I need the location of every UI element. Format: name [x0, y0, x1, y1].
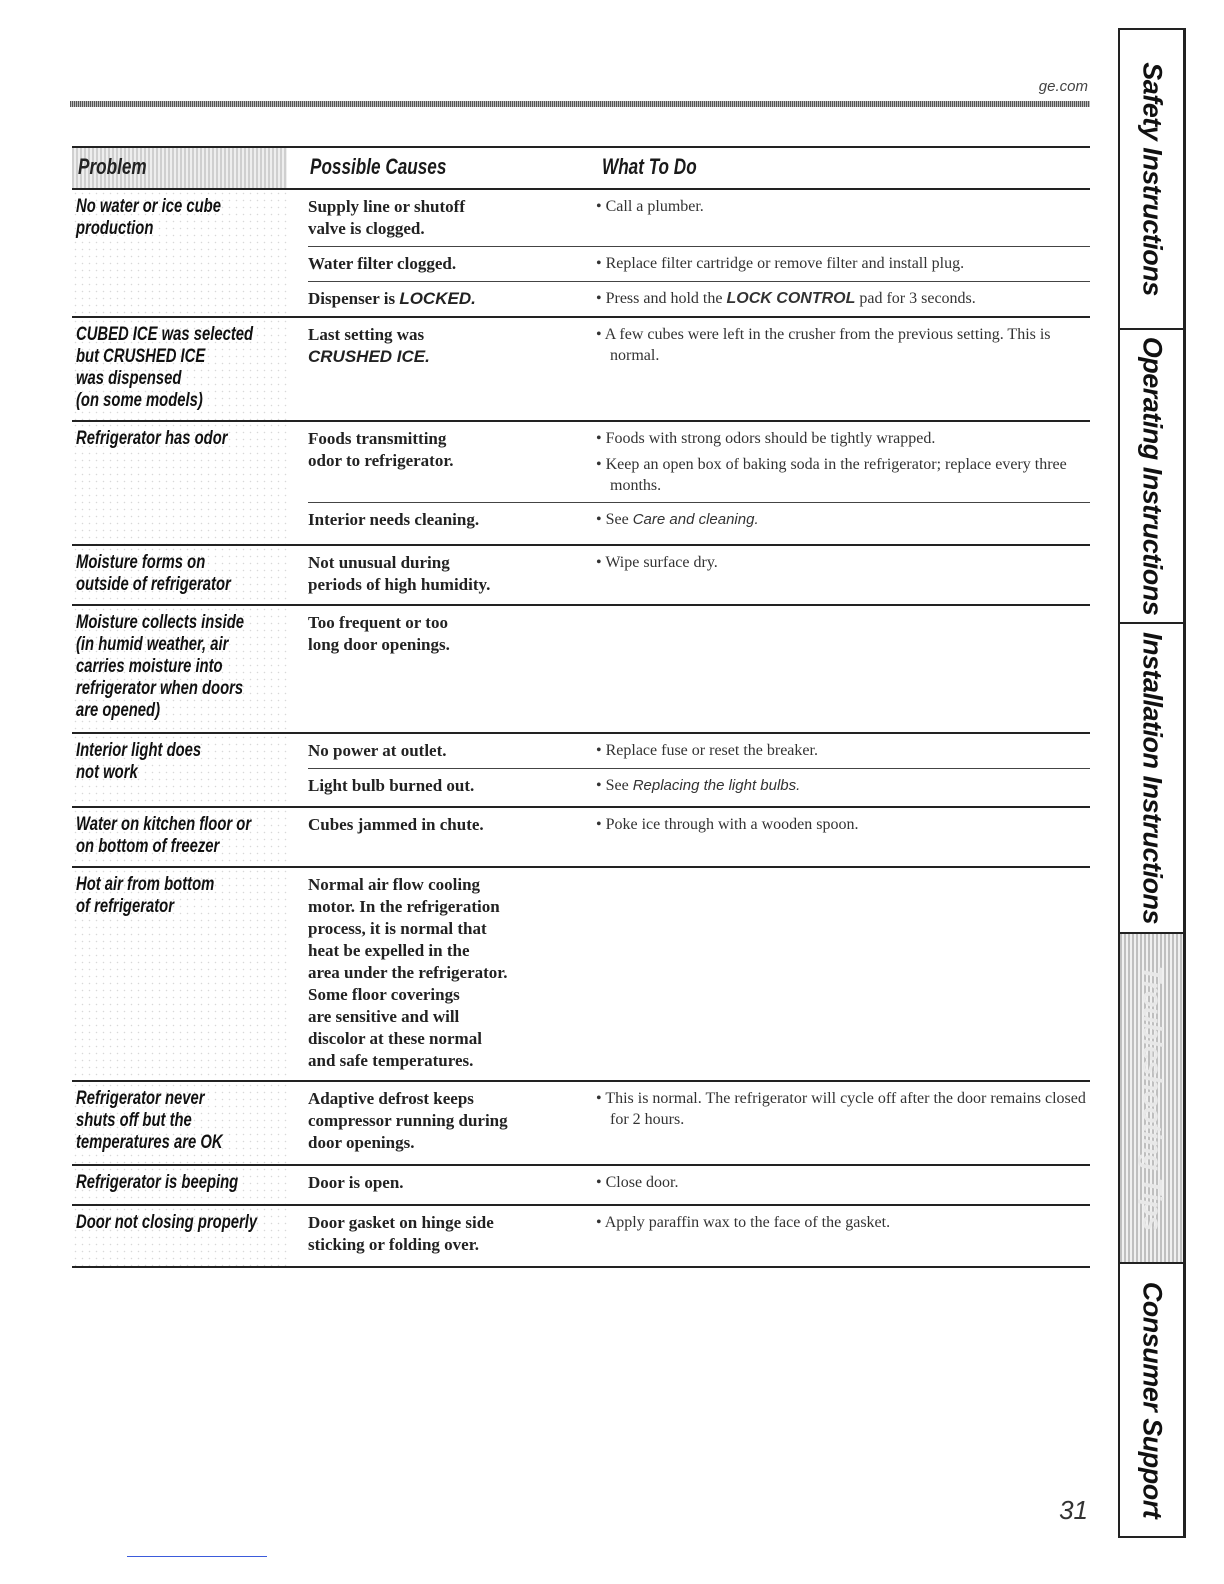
todo-cell — [596, 318, 1090, 374]
table-row — [72, 190, 1090, 318]
cause-cell — [308, 503, 596, 537]
cause-cell — [308, 769, 596, 803]
header-rule — [70, 101, 1090, 107]
cause-text: Some floor coverings — [308, 985, 460, 1004]
cause-text: Light bulb burned out. — [308, 776, 475, 795]
table-row — [72, 606, 1090, 734]
problem-text: refrigerator when doors — [76, 678, 244, 699]
todo-text: • This is normal. The refrigerator will cycle off after the door remains closed for 2 hours. — [596, 1090, 1086, 1128]
problem-text: but CRUSHED ICE — [76, 346, 206, 367]
cause-cell — [308, 318, 596, 374]
tab-safety-instructions[interactable] — [1120, 30, 1183, 330]
site-url[interactable]: ge.com — [1038, 78, 1088, 95]
cause-text: discolor at these normal — [308, 1029, 482, 1048]
problem-cell — [72, 190, 287, 316]
troubleshooting-table — [72, 146, 1090, 1268]
cause-text: Adaptive defrost keeps — [308, 1089, 474, 1108]
section-tabs — [1118, 28, 1186, 1538]
problem-column-header — [72, 148, 287, 188]
cause-entry — [308, 318, 1090, 374]
todo-cell — [596, 190, 1090, 246]
cause-cell — [308, 282, 596, 316]
cause-entry — [308, 868, 1090, 1078]
table-header — [72, 146, 1090, 190]
todo-text: • Replace filter cartridge or remove filter and install plug. — [596, 255, 965, 272]
cause-cell — [308, 868, 596, 1078]
cause-cell — [308, 734, 596, 768]
tab-label: Operating Instructions — [1137, 336, 1167, 616]
todo-suffix: pad for 3 seconds. — [855, 290, 976, 307]
cause-entry — [308, 190, 1090, 246]
problem-text: Hot air from bottom — [76, 874, 215, 895]
table-row — [72, 1206, 1090, 1268]
cause-cell — [308, 546, 596, 602]
problem-cell — [72, 422, 287, 544]
page-number: 31 — [1059, 1495, 1088, 1525]
cause-text: Interior needs cleaning. — [308, 510, 480, 529]
problem-text: Refrigerator never — [76, 1088, 205, 1109]
problem-text: are opened) — [76, 700, 161, 721]
cause-entry — [308, 606, 1090, 662]
cause-cell — [308, 808, 596, 842]
tab-label: Installation Instructions — [1137, 631, 1167, 925]
table-row — [72, 734, 1090, 808]
cause-text: Door is open. — [308, 1173, 404, 1192]
todo-cell — [596, 247, 1090, 281]
problem-text: outside of refrigerator — [76, 574, 231, 595]
cause-text: and safe temperatures. — [308, 1051, 474, 1070]
problem-cell — [72, 1166, 287, 1204]
cause-text: Foods transmitting — [308, 429, 447, 448]
cause-text: No power at outlet. — [308, 741, 447, 760]
problem-cell — [72, 868, 287, 1080]
problem-text: Moisture forms on — [76, 552, 206, 573]
cause-entry — [308, 422, 1090, 502]
cause-text: process, it is normal that — [308, 919, 487, 938]
cause-cell — [308, 606, 596, 662]
todo-prefix: • See — [596, 777, 633, 794]
problem-text: not work — [76, 762, 138, 783]
todo-text: • Close door. — [596, 1174, 679, 1191]
cause-text: long door openings. — [308, 635, 450, 654]
problem-text: Door not closing properly — [76, 1212, 258, 1233]
problem-text: Refrigerator is beeping — [76, 1172, 239, 1193]
problem-text: on bottom of freezer — [76, 836, 220, 857]
cause-entry — [308, 246, 1090, 281]
todo-cell — [596, 734, 1090, 768]
cause-text: odor to refrigerator. — [308, 451, 454, 470]
cause-entry — [308, 546, 1090, 602]
table-row — [72, 318, 1090, 422]
cause-text: Too frequent or too — [308, 613, 448, 632]
problem-cell — [72, 808, 287, 866]
todo-cell — [596, 1206, 1090, 1262]
cause-emphasis: CRUSHED ICE. — [308, 347, 430, 366]
cause-cell — [308, 1082, 596, 1160]
problem-cell — [72, 734, 287, 806]
todo-cell — [596, 546, 1090, 602]
todo-cell — [596, 282, 1090, 316]
problem-text: carries moisture into — [76, 656, 223, 677]
cause-entry — [308, 281, 1090, 316]
problem-text: (in humid weather, air — [76, 634, 229, 655]
problem-text: No water or ice cube — [76, 196, 221, 217]
todo-text — [596, 775, 1090, 796]
cause-entry — [308, 734, 1090, 768]
problem-text: of refrigerator — [76, 896, 174, 917]
cause-entry — [308, 1206, 1090, 1262]
cause-text: Last setting was — [308, 325, 425, 344]
todo-emphasis[interactable]: Care and cleaning. — [632, 511, 759, 528]
cause-text: Normal air flow cooling — [308, 875, 481, 894]
cause-text: compressor running during — [308, 1111, 508, 1130]
todo-prefix: • Press and hold the — [596, 290, 727, 307]
todo-emphasis: LOCK CONTROL — [726, 290, 856, 307]
problem-text: CUBED ICE was selected — [76, 324, 254, 345]
tab-installation-instructions[interactable] — [1120, 624, 1183, 934]
cause-entry — [308, 1166, 1090, 1200]
todo-text — [596, 288, 1090, 309]
todo-text: • Keep an open box of baking soda in the refrigerator; replace every three months. — [596, 456, 1067, 494]
todo-emphasis[interactable]: Replacing the light bulbs. — [632, 777, 801, 794]
todo-cell — [596, 808, 1090, 842]
problem-cell — [72, 606, 287, 732]
table-body — [72, 190, 1090, 1268]
tab-operating-instructions[interactable] — [1120, 330, 1183, 624]
problem-text: (on some models) — [76, 390, 203, 411]
tab-label: Consumer Support — [1137, 1281, 1167, 1519]
cause-text: motor. In the refrigeration — [308, 897, 500, 916]
cause-cell — [308, 1206, 596, 1262]
problem-cell — [72, 1082, 287, 1164]
todo-text: • A few cubes were left in the crusher from the previous setting. This is normal. — [596, 326, 1051, 364]
bottom-link-underline — [127, 1556, 267, 1557]
problem-text: temperatures are OK — [76, 1132, 223, 1153]
cause-cell — [308, 1166, 596, 1200]
cause-entry — [308, 768, 1090, 803]
cause-cell — [308, 190, 596, 246]
problem-text: Moisture collects inside — [76, 612, 245, 633]
cause-text: are sensitive and will — [308, 1007, 460, 1026]
todo-cell — [596, 868, 1090, 1078]
todo-text: • Call a plumber. — [596, 198, 704, 215]
table-row — [72, 422, 1090, 546]
table-row — [72, 546, 1090, 606]
cause-text: Dispenser is — [308, 289, 400, 308]
todo-text: • Poke ice through with a wooden spoon. — [596, 816, 859, 833]
todo-cell — [596, 1082, 1090, 1160]
table-row — [72, 808, 1090, 868]
cause-cell — [308, 422, 596, 502]
cause-text: Water filter clogged. — [308, 254, 457, 273]
table-row — [72, 1082, 1090, 1166]
cause-text: Not unusual during — [308, 553, 450, 572]
todo-column-header: What To Do — [602, 154, 697, 179]
todo-text: • Apply paraffin wax to the face of the gasket. — [596, 1214, 891, 1231]
cause-cell — [308, 247, 596, 281]
problem-text: Water on kitchen floor or — [76, 814, 252, 835]
cause-entry — [308, 808, 1090, 842]
problem-text: was dispensed — [76, 368, 182, 389]
cause-text: Cubes jammed in chute. — [308, 815, 484, 834]
cause-text: area under the refrigerator. — [308, 963, 508, 982]
todo-prefix: • See — [596, 511, 633, 528]
cause-emphasis: LOCKED. — [399, 289, 476, 308]
cause-text: valve is clogged. — [308, 219, 425, 238]
problem-cell — [72, 1206, 287, 1266]
todo-cell — [596, 422, 1090, 502]
tab-troubleshooting-tips[interactable] — [1120, 934, 1183, 1264]
problem-cell — [72, 546, 287, 604]
problem-text: Interior light does — [76, 740, 202, 761]
problem-text: shuts off but the — [76, 1110, 192, 1131]
cause-text: door openings. — [308, 1133, 415, 1152]
cause-text: Supply line or shutoff — [308, 197, 465, 216]
todo-text: • Replace fuse or reset the breaker. — [596, 742, 818, 759]
cause-entry — [308, 1082, 1090, 1160]
todo-cell — [596, 503, 1090, 537]
todo-text: • Foods with strong odors should be tightly wrapped. — [596, 430, 936, 447]
tab-consumer-support[interactable] — [1120, 1264, 1183, 1536]
problem-cell — [72, 318, 287, 420]
cause-text: heat be expelled in the — [308, 941, 470, 960]
causes-column-header: Possible Causes — [310, 154, 447, 179]
problem-text: production — [76, 218, 154, 239]
tab-label: Troubleshooting Tips — [1137, 965, 1167, 1231]
todo-cell — [596, 769, 1090, 803]
todo-cell — [596, 606, 1090, 662]
cause-text: sticking or folding over. — [308, 1235, 479, 1254]
cause-text: Door gasket on hinge side — [308, 1213, 494, 1232]
todo-text — [596, 509, 1090, 530]
todo-cell — [596, 1166, 1090, 1200]
problem-header-label: Problem — [78, 154, 147, 179]
cause-entry — [308, 502, 1090, 537]
table-row — [72, 1166, 1090, 1206]
todo-text: • Wipe surface dry. — [596, 554, 718, 571]
cause-text: periods of high humidity. — [308, 575, 491, 594]
table-row — [72, 868, 1090, 1082]
problem-text: Refrigerator has odor — [76, 428, 228, 449]
tab-label: Safety Instructions — [1137, 62, 1167, 296]
